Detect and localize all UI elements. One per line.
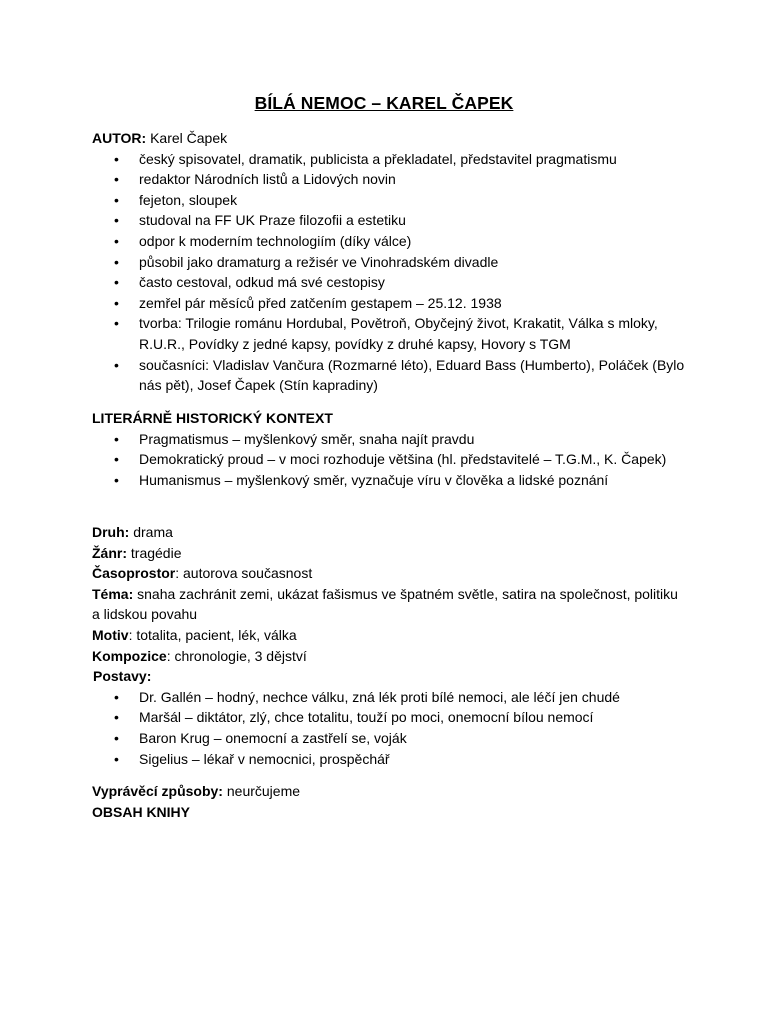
kompozice-line — [92, 646, 692, 667]
list-item: • český spisovatel, dramatik, publicista a překladatel, představitel pragmatismu — [92, 149, 692, 170]
list-item: • působil jako dramaturg a režisér ve Vinohradském divadle — [92, 252, 692, 273]
list-item: • odpor k moderním technologiím (díky válce) — [92, 231, 692, 252]
closing-section — [92, 781, 692, 822]
list-item: • Sigelius – lékař v nemocnici, prospěchář — [92, 749, 692, 770]
document-title: BÍLÁ NEMOC – KAREL ČAPEK — [254, 93, 514, 113]
tema-value: snaha zachránit zemi, ukázat fašismus ve špatném světle, satira na společnost, politiku a lidskou povahu — [92, 585, 678, 623]
bullet-icon: • — [114, 729, 119, 746]
fields-section — [92, 522, 692, 769]
bullet-icon: • — [114, 688, 119, 705]
author-section — [92, 128, 692, 396]
bullet-icon: • — [114, 471, 119, 488]
bullet-icon: • — [114, 191, 119, 208]
author-label: AUTOR: — [92, 130, 147, 146]
author-value: Karel Čapek — [146, 130, 228, 146]
druh-line — [92, 522, 692, 543]
list-item: • zemřel pár měsíců před zatčením gestapem – 25.12. 1938 — [92, 293, 692, 314]
characters-list — [92, 687, 692, 769]
list-item: • Maršál – diktátor, zlý, chce totalitu, touží po moci, onemocní bílou nemocí — [92, 707, 692, 728]
context-list — [92, 429, 692, 491]
list-item: • současníci: Vladislav Vančura (Rozmarné léto), Eduard Bass (Humberto), Poláček (Bylo nás pět), Josef Čapek (Stín kapradiny) — [114, 356, 685, 394]
context-section — [92, 408, 692, 490]
motiv-value: : totalita, pacient, lék, válka — [128, 626, 297, 643]
bullet-icon: • — [114, 451, 119, 468]
druh-value: drama — [129, 524, 173, 540]
list-item: • Dr. Gallén – hodný, nechce válku, zná lék proti bílé nemoci, ale léčí jen chudé — [92, 687, 692, 708]
bullet-icon: • — [114, 430, 119, 447]
bullet-icon: • — [114, 709, 119, 726]
zanr-value: tragédie — [127, 544, 182, 561]
casoprostor-label: Časoprostor — [92, 565, 176, 582]
list-item: • Pragmatismus – myšlenkový směr, snaha najít pravdu — [92, 429, 692, 450]
list-item: • Baron Krug – onemocní a zastřelí se, voják — [92, 728, 692, 749]
narration-value: neurčujeme — [222, 783, 301, 799]
bullet-icon: • — [114, 315, 119, 332]
casoprostor-line — [92, 563, 692, 584]
summary-heading: OBSAH KNIHY — [92, 803, 191, 820]
zanr-line — [92, 543, 692, 564]
kompozice-label: Kompozice — [92, 647, 167, 664]
list-item: • studoval na FF UK Praze filozofii a estetiku — [92, 210, 692, 231]
bullet-icon: • — [114, 294, 119, 311]
bullet-icon: • — [114, 212, 119, 229]
narration-label: Vyprávěcí způsoby: — [92, 783, 223, 799]
zanr-label: Žánr: — [92, 544, 127, 561]
list-item: • často cestoval, odkud má své cestopisy — [92, 272, 692, 293]
list-item: • redaktor Národních listů a Lidových novin — [92, 169, 692, 190]
list-item: • tvorba: Trilogie románu Hordubal, Povětroň, Obyčejný život, Krakatit, Válka s mloky, R.U.R., Povídky z jedné kapsy, povídky z druhé kapsy, Hovory s TGM — [114, 315, 658, 352]
kompozice-value: : chronologie, 3 dějství — [166, 647, 307, 664]
bullet-icon: • — [114, 274, 119, 291]
bullet-icon: • — [114, 150, 119, 167]
motiv-line — [92, 625, 692, 646]
motiv-label: Motiv — [92, 626, 129, 643]
narration-line — [92, 781, 692, 802]
bullet-icon: • — [114, 356, 119, 373]
author-list — [92, 149, 692, 396]
list-item: • Humanismus – myšlenkový směr, vyznačuje víru v člověka a lidské poznání — [92, 470, 692, 491]
tema-label: Téma: — [92, 585, 134, 602]
context-heading: LITERÁRNĚ HISTORICKÝ KONTEXT — [92, 410, 333, 426]
druh-label: Druh: — [92, 524, 130, 540]
bullet-icon: • — [114, 750, 119, 767]
list-item: • Demokratický proud – v moci rozhoduje většina (hl. představitelé – T.G.M., K. Čapek) — [92, 449, 692, 470]
bullet-icon: • — [114, 171, 119, 188]
author-line — [92, 128, 692, 149]
casoprostor-value: : autorova současnost — [175, 565, 313, 582]
list-item: • fejeton, sloupek — [92, 190, 692, 211]
characters-heading: Postavy: — [93, 668, 152, 685]
bullet-icon: • — [114, 253, 119, 270]
tema-line — [92, 584, 682, 625]
bullet-icon: • — [114, 232, 119, 249]
